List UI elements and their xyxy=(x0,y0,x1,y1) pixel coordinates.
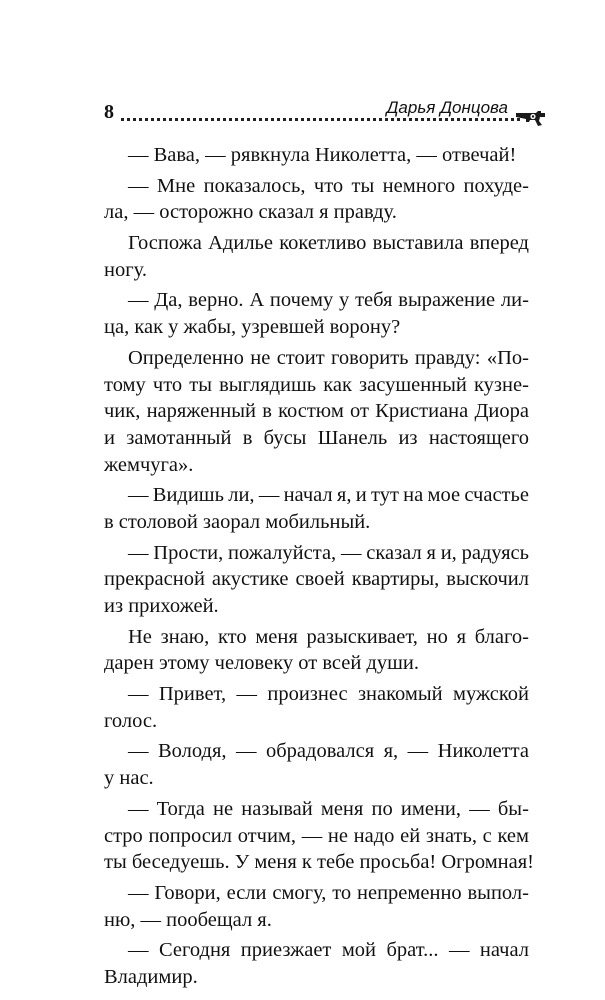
text-line: жемчуга». xyxy=(104,453,194,476)
text-line: — Видишь ли, — начал я, и тут на мое счастье xyxy=(128,484,529,507)
text-line: ты беседуешь. У меня к тебе просьба! Огромная! xyxy=(104,851,534,874)
paragraph xyxy=(104,287,529,340)
text-line: — Тогда не называй меня по имени, — бы- xyxy=(128,797,529,820)
text-line: из прихожей. xyxy=(104,595,219,617)
running-head-author: Дарья Донцова xyxy=(386,98,508,117)
text-line: Госпожа Адилье кокетливо выставила вперед xyxy=(128,232,529,255)
paragraph xyxy=(104,230,529,283)
text-line: ла, — осторожно сказал я правду. xyxy=(104,201,397,224)
paragraph xyxy=(104,482,529,535)
body-text xyxy=(104,142,534,991)
text-line: Владимир. xyxy=(104,965,198,988)
text-line: — Сегодня приезжает мой брат... — начал xyxy=(128,939,529,962)
text-line: у нас. xyxy=(104,767,154,790)
text-line: дарен этому человеку от всей души. xyxy=(104,652,419,675)
text-line: Определенно не стоит говорить правду: «По- xyxy=(128,346,529,369)
paragraph xyxy=(104,738,529,791)
text-line: — Мне показалось, что ты немного похуде- xyxy=(128,174,529,197)
text-line: тому что ты выглядишь как засушенный кузне- xyxy=(104,373,529,396)
paragraph xyxy=(104,796,534,876)
text-line: Не знаю, кто меня разыскивает, но я благо- xyxy=(128,625,529,648)
text-line: ца, как у жабы, узревшей ворону? xyxy=(104,316,401,339)
text-line: — Говори, если смогу, то непременно выпол- xyxy=(128,881,529,904)
paragraph xyxy=(104,937,529,990)
paragraph xyxy=(104,540,529,620)
paragraph xyxy=(104,681,529,734)
revolver-icon xyxy=(514,109,548,127)
text-line: прекрасной акустике своей квартиры, выскочил xyxy=(104,568,529,591)
paragraph xyxy=(104,624,529,677)
paragraph xyxy=(104,880,529,933)
text-line: ню, — пообещал я. xyxy=(104,908,272,931)
text-line: ногу. xyxy=(104,258,147,281)
text-line: стро попросил отчим, — не надо ей знать, с кем xyxy=(104,824,529,847)
text-line: чик, наряженный в костюм от Кристиана Диора xyxy=(104,400,529,423)
page-number: 8 xyxy=(104,101,114,123)
header-dotted-leader xyxy=(121,118,520,121)
text-line: — Вава, — рявкнула Николетта, — отвечай! xyxy=(128,144,517,166)
text-line: — Привет, — произнес знакомый мужской xyxy=(128,683,529,706)
text-line: в столовой заорал мобильный. xyxy=(104,510,371,533)
text-line: — Прости, пожалуйста, — сказал я и, радуясь xyxy=(128,541,529,564)
text-line: — Да, верно. А почему у тебя выражение ли- xyxy=(128,289,529,312)
text-line: и замотанный в бусы Шанель из настоящего xyxy=(104,426,529,449)
paragraph xyxy=(104,173,529,226)
text-line: голос. xyxy=(104,709,158,732)
paragraph xyxy=(104,142,529,169)
paragraph xyxy=(104,345,529,478)
page-header xyxy=(104,99,548,127)
text-line: — Володя, — обрадовался я, — Николетта xyxy=(128,740,529,763)
